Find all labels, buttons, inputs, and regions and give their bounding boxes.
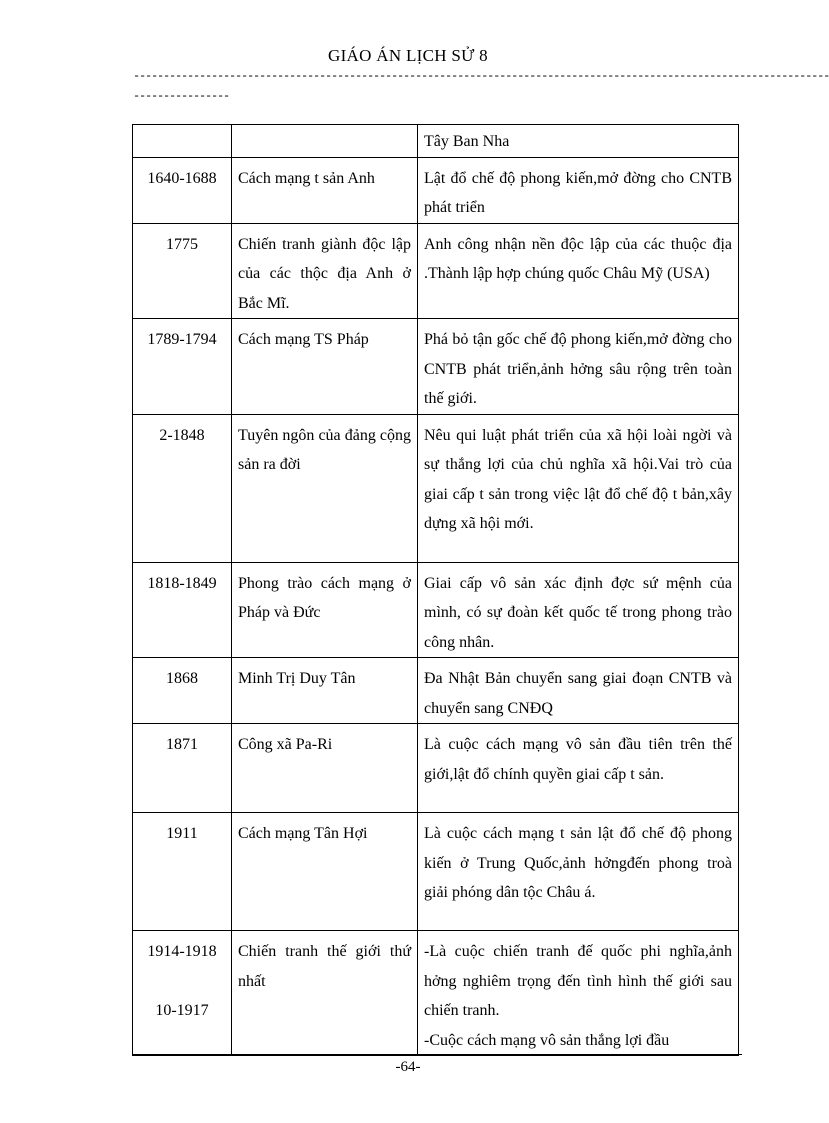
result-cell: Là cuộc cách mạng t sản lật đổ chế độ phong kiến ở Trung Quốc,ảnh hởngđến phong troà giải phóng dân tộc Châu á. xyxy=(418,813,739,931)
result-cell: Tây Ban Nha xyxy=(418,125,739,158)
result-cell xyxy=(418,931,739,1056)
history-timeline-table xyxy=(132,124,739,1056)
event-cell xyxy=(232,125,418,158)
year-cell: 1789-1794 xyxy=(133,319,232,415)
table-row xyxy=(133,724,739,813)
event-cell: Cách mạng Tân Hợi xyxy=(232,813,418,931)
table-row xyxy=(133,931,739,1056)
header-rule-line-continued: ---------------- xyxy=(133,89,230,103)
table-row xyxy=(133,813,739,931)
year-cell xyxy=(133,125,232,158)
year-text: 1914-1918 xyxy=(147,943,217,960)
year-cell: 2-1848 xyxy=(133,414,232,562)
result-text-secondary: -Cuộc cách mạng vô sản thắng lợi đầu xyxy=(424,1031,670,1049)
result-cell: Đa Nhật Bản chuyển sang giai đoạn CNTB và chuyển sang CNĐQ xyxy=(418,658,739,724)
event-cell: Cách mạng t sản Anh xyxy=(232,157,418,223)
event-cell: Phong trào cách mạng ở Pháp và Đức xyxy=(232,562,418,658)
year-cell: 1911 xyxy=(133,813,232,931)
year-cell: 1775 xyxy=(133,223,232,319)
page-number: -64- xyxy=(395,1059,421,1075)
result-cell: Là cuộc cách mạng vô sản đầu tiên trên thế giới,lật đổ chính quyền giai cấp t sản. xyxy=(418,724,739,813)
event-cell: Chiến tranh thế giới thứ nhất xyxy=(232,931,418,1056)
event-cell: Công xã Pa-Ri xyxy=(232,724,418,813)
table-row xyxy=(133,562,739,658)
year-cell: 1818-1849 xyxy=(133,562,232,658)
table-row xyxy=(133,414,739,562)
result-text: -Là cuộc chiến tranh đế quốc phi nghĩa,ảnh hởng nghiêm trọng đến tình hình thế giới sau chiến tranh. xyxy=(424,943,732,1019)
table-row xyxy=(133,319,739,415)
result-cell: Lật đổ chế độ phong kiến,mở đờng cho CNTB phát triển xyxy=(418,157,739,223)
event-cell: Minh Trị Duy Tân xyxy=(232,658,418,724)
result-cell: Phá bỏ tận gốc chế độ phong kiến,mở đờng cho CNTB phát triển,ảnh hởng sâu rộng trên toàn thế giới. xyxy=(418,319,739,415)
result-cell: Giai cấp vô sản xác định đợc sứ mệnh của mình, có sự đoàn kết quốc tế trong phong trào công nhân. xyxy=(418,562,739,658)
table-row xyxy=(133,658,739,724)
year-cell xyxy=(133,931,232,1056)
year-text-secondary: 10-1917 xyxy=(155,1001,209,1019)
year-cell: 1640-1688 xyxy=(133,157,232,223)
event-cell: Chiến tranh giành độc lập của các thộc địa Anh ở Bắc Mĩ. xyxy=(232,223,418,319)
table-row xyxy=(133,223,739,319)
event-cell: Cách mạng TS Pháp xyxy=(232,319,418,415)
table-row xyxy=(133,125,739,158)
page-header-title: GIÁO ÁN LỊCH SỬ 8 xyxy=(328,46,488,65)
result-cell: Anh công nhận nền độc lập của các thuộc địa .Thành lập hợp chúng quốc Châu Mỹ (USA) xyxy=(418,223,739,319)
table-row xyxy=(133,157,739,223)
year-cell: 1871 xyxy=(133,724,232,813)
result-cell: Nêu qui luật phát triển của xã hội loài ngời và sự thắng lợi của chủ nghĩa xã hội.Vai trò của giai cấp t sản trong việc lật đổ chế độ t bản,xây dựng xã hội mới. xyxy=(418,414,739,562)
header-rule-line: -------------------------------------------------------------------------------------------------------------------- xyxy=(133,69,829,83)
year-cell: 1868 xyxy=(133,658,232,724)
event-cell: Tuyên ngôn của đảng cộng sản ra đời xyxy=(232,414,418,562)
footer-divider xyxy=(132,1054,742,1055)
